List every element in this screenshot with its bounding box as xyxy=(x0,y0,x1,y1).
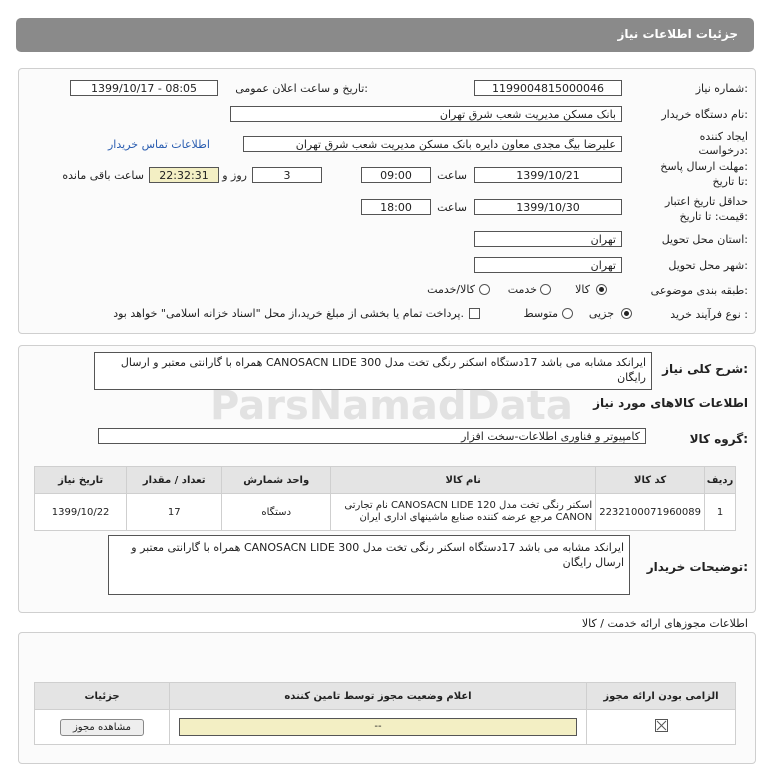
goods-group-label: گروه کالا: xyxy=(689,432,748,446)
contact-info-link[interactable]: اطلاعات تماس خریدار xyxy=(108,138,210,151)
licenses-title: اطلاعات مجوزهای ارائه خدمت / کالا xyxy=(581,617,748,630)
cell-code: 2232100071960089 xyxy=(596,494,705,531)
goods-info-title: اطلاعات کالاهای مورد نیاز xyxy=(593,396,748,410)
process-label: نوع فرآیند خرید : xyxy=(670,308,748,321)
deadline-time-field: 09:00 xyxy=(361,167,431,183)
process-option-medium: متوسط xyxy=(523,307,558,320)
remaining-time-label: ساعت باقی مانده xyxy=(62,169,144,182)
col-code: کد کالا xyxy=(596,467,705,494)
table-row xyxy=(35,710,736,745)
buyer-label: نام دستگاه خریدار: xyxy=(661,108,748,121)
days-field: 3 xyxy=(252,167,322,183)
col-row: ردیف xyxy=(705,467,736,494)
category-radio-goods[interactable] xyxy=(596,284,607,295)
validity-time-field: 18:00 xyxy=(361,199,431,215)
category-option-goods-service: کالا/خدمت xyxy=(427,283,475,296)
summary-label: شرح کلی نیاز: xyxy=(662,362,748,376)
cell-date: 1399/10/22 xyxy=(35,494,127,531)
category-option-goods: کالا xyxy=(575,283,590,296)
page-header xyxy=(16,18,754,52)
remaining-time-field: 22:32:31 xyxy=(149,167,219,183)
summary-text: ایرانکد مشابه می باشد 17دستگاه اسکنر رنگی تخت مدل CANOSACN LIDE 300 همراه با گارانتی معتبر و ارسال رایگان xyxy=(94,352,652,390)
watermark-brand: ParsNamadData xyxy=(210,383,573,429)
cell-unit: دستگاه xyxy=(222,494,331,531)
goods-group-field: کامپیوتر و فناوری اطلاعات-سخت افزار xyxy=(98,428,646,444)
announce-label: تاریخ و ساعت اعلان عمومی: xyxy=(235,82,368,95)
checkbox-x-icon xyxy=(655,719,668,732)
deadline-date-field: 1399/10/21 xyxy=(474,167,622,183)
validity-label-1: حداقل تاریخ اعتبار xyxy=(664,195,748,208)
city-label: شهر محل تحویل: xyxy=(668,259,748,272)
payment-treasury-checkbox[interactable] xyxy=(469,308,480,319)
city-field: تهران xyxy=(474,257,622,273)
need-number-label: شماره نیاز: xyxy=(695,82,748,95)
creator-field: علیرضا بیگ مجدی معاون دایره بانک مسکن مدیریت شعب شرق تهران xyxy=(243,136,622,152)
days-label: روز و xyxy=(222,169,247,182)
announce-field: 1399/10/17 - 08:05 xyxy=(70,80,218,96)
col-qty: تعداد / مقدار xyxy=(127,467,222,494)
province-label: استان محل تحویل: xyxy=(661,233,748,246)
buyer-field: بانک مسکن مدیریت شعب شرق تهران xyxy=(230,106,622,122)
payment-note: پرداخت تمام یا بخشی از مبلغ خرید،از محل "اسناد خزانه اسلامی" خواهد بود. xyxy=(113,307,464,320)
licenses-table xyxy=(34,682,736,745)
process-radio-minor[interactable] xyxy=(621,308,632,319)
category-label: طبقه بندی موضوعی: xyxy=(650,284,748,297)
buyer-notes-label: توضیحات خریدار: xyxy=(646,560,748,574)
table-row xyxy=(35,494,736,531)
lic-col-details: جزئیات xyxy=(35,683,170,710)
lic-status-field[interactable]: -- xyxy=(179,718,577,736)
validity-time-label: ساعت xyxy=(437,201,467,214)
category-option-service: خدمت xyxy=(507,283,537,296)
process-option-minor: جزیی xyxy=(588,307,614,320)
deadline-label-1: مهلت ارسال پاسخ: xyxy=(660,160,748,173)
page-title: جزئیات اطلاعات نیاز xyxy=(617,27,738,41)
lic-required-cell xyxy=(587,710,736,745)
lic-details-cell xyxy=(35,710,170,745)
buyer-notes-text: ایرانکد مشابه می باشد 17دستگاه اسکنر رنگی تخت مدل CANOSACN LIDE 300 همراه با گارانتی معتبر و ارسال رایگان xyxy=(108,535,630,595)
validity-label-2: قیمت: تا تاریخ: xyxy=(679,210,748,223)
deadline-label-2: تا تاریخ: xyxy=(712,175,748,188)
lic-col-status: اعلام وضعیت مجوز توسط تامین کننده xyxy=(170,683,587,710)
lic-col-required: الزامی بودن ارائه مجوز xyxy=(587,683,736,710)
lic-status-cell xyxy=(170,710,587,745)
cell-qty: 17 xyxy=(127,494,222,531)
validity-date-field: 1399/10/30 xyxy=(474,199,622,215)
category-radio-goods-service[interactable] xyxy=(479,284,490,295)
col-name: نام کالا xyxy=(331,467,596,494)
view-license-button[interactable]: مشاهده مجوز xyxy=(60,719,144,736)
creator-label-2: درخواست: xyxy=(698,144,748,157)
process-radio-medium[interactable] xyxy=(562,308,573,319)
col-date: تاریخ نیاز xyxy=(35,467,127,494)
items-table xyxy=(34,466,736,531)
cell-row: 1 xyxy=(705,494,736,531)
cell-name: اسکنر رنگی تخت مدل CANOSACN LIDE 120 نام تجارتی CANON مرجع عرضه کننده صنایع ماشینهای اداری ایران xyxy=(331,494,596,531)
need-number-field: 1199004815000046 xyxy=(474,80,622,96)
creator-label-1: ایجاد کننده xyxy=(699,130,748,143)
deadline-time-label: ساعت xyxy=(437,169,467,182)
province-field: تهران xyxy=(474,231,622,247)
category-radio-service[interactable] xyxy=(540,284,551,295)
col-unit: واحد شمارش xyxy=(222,467,331,494)
